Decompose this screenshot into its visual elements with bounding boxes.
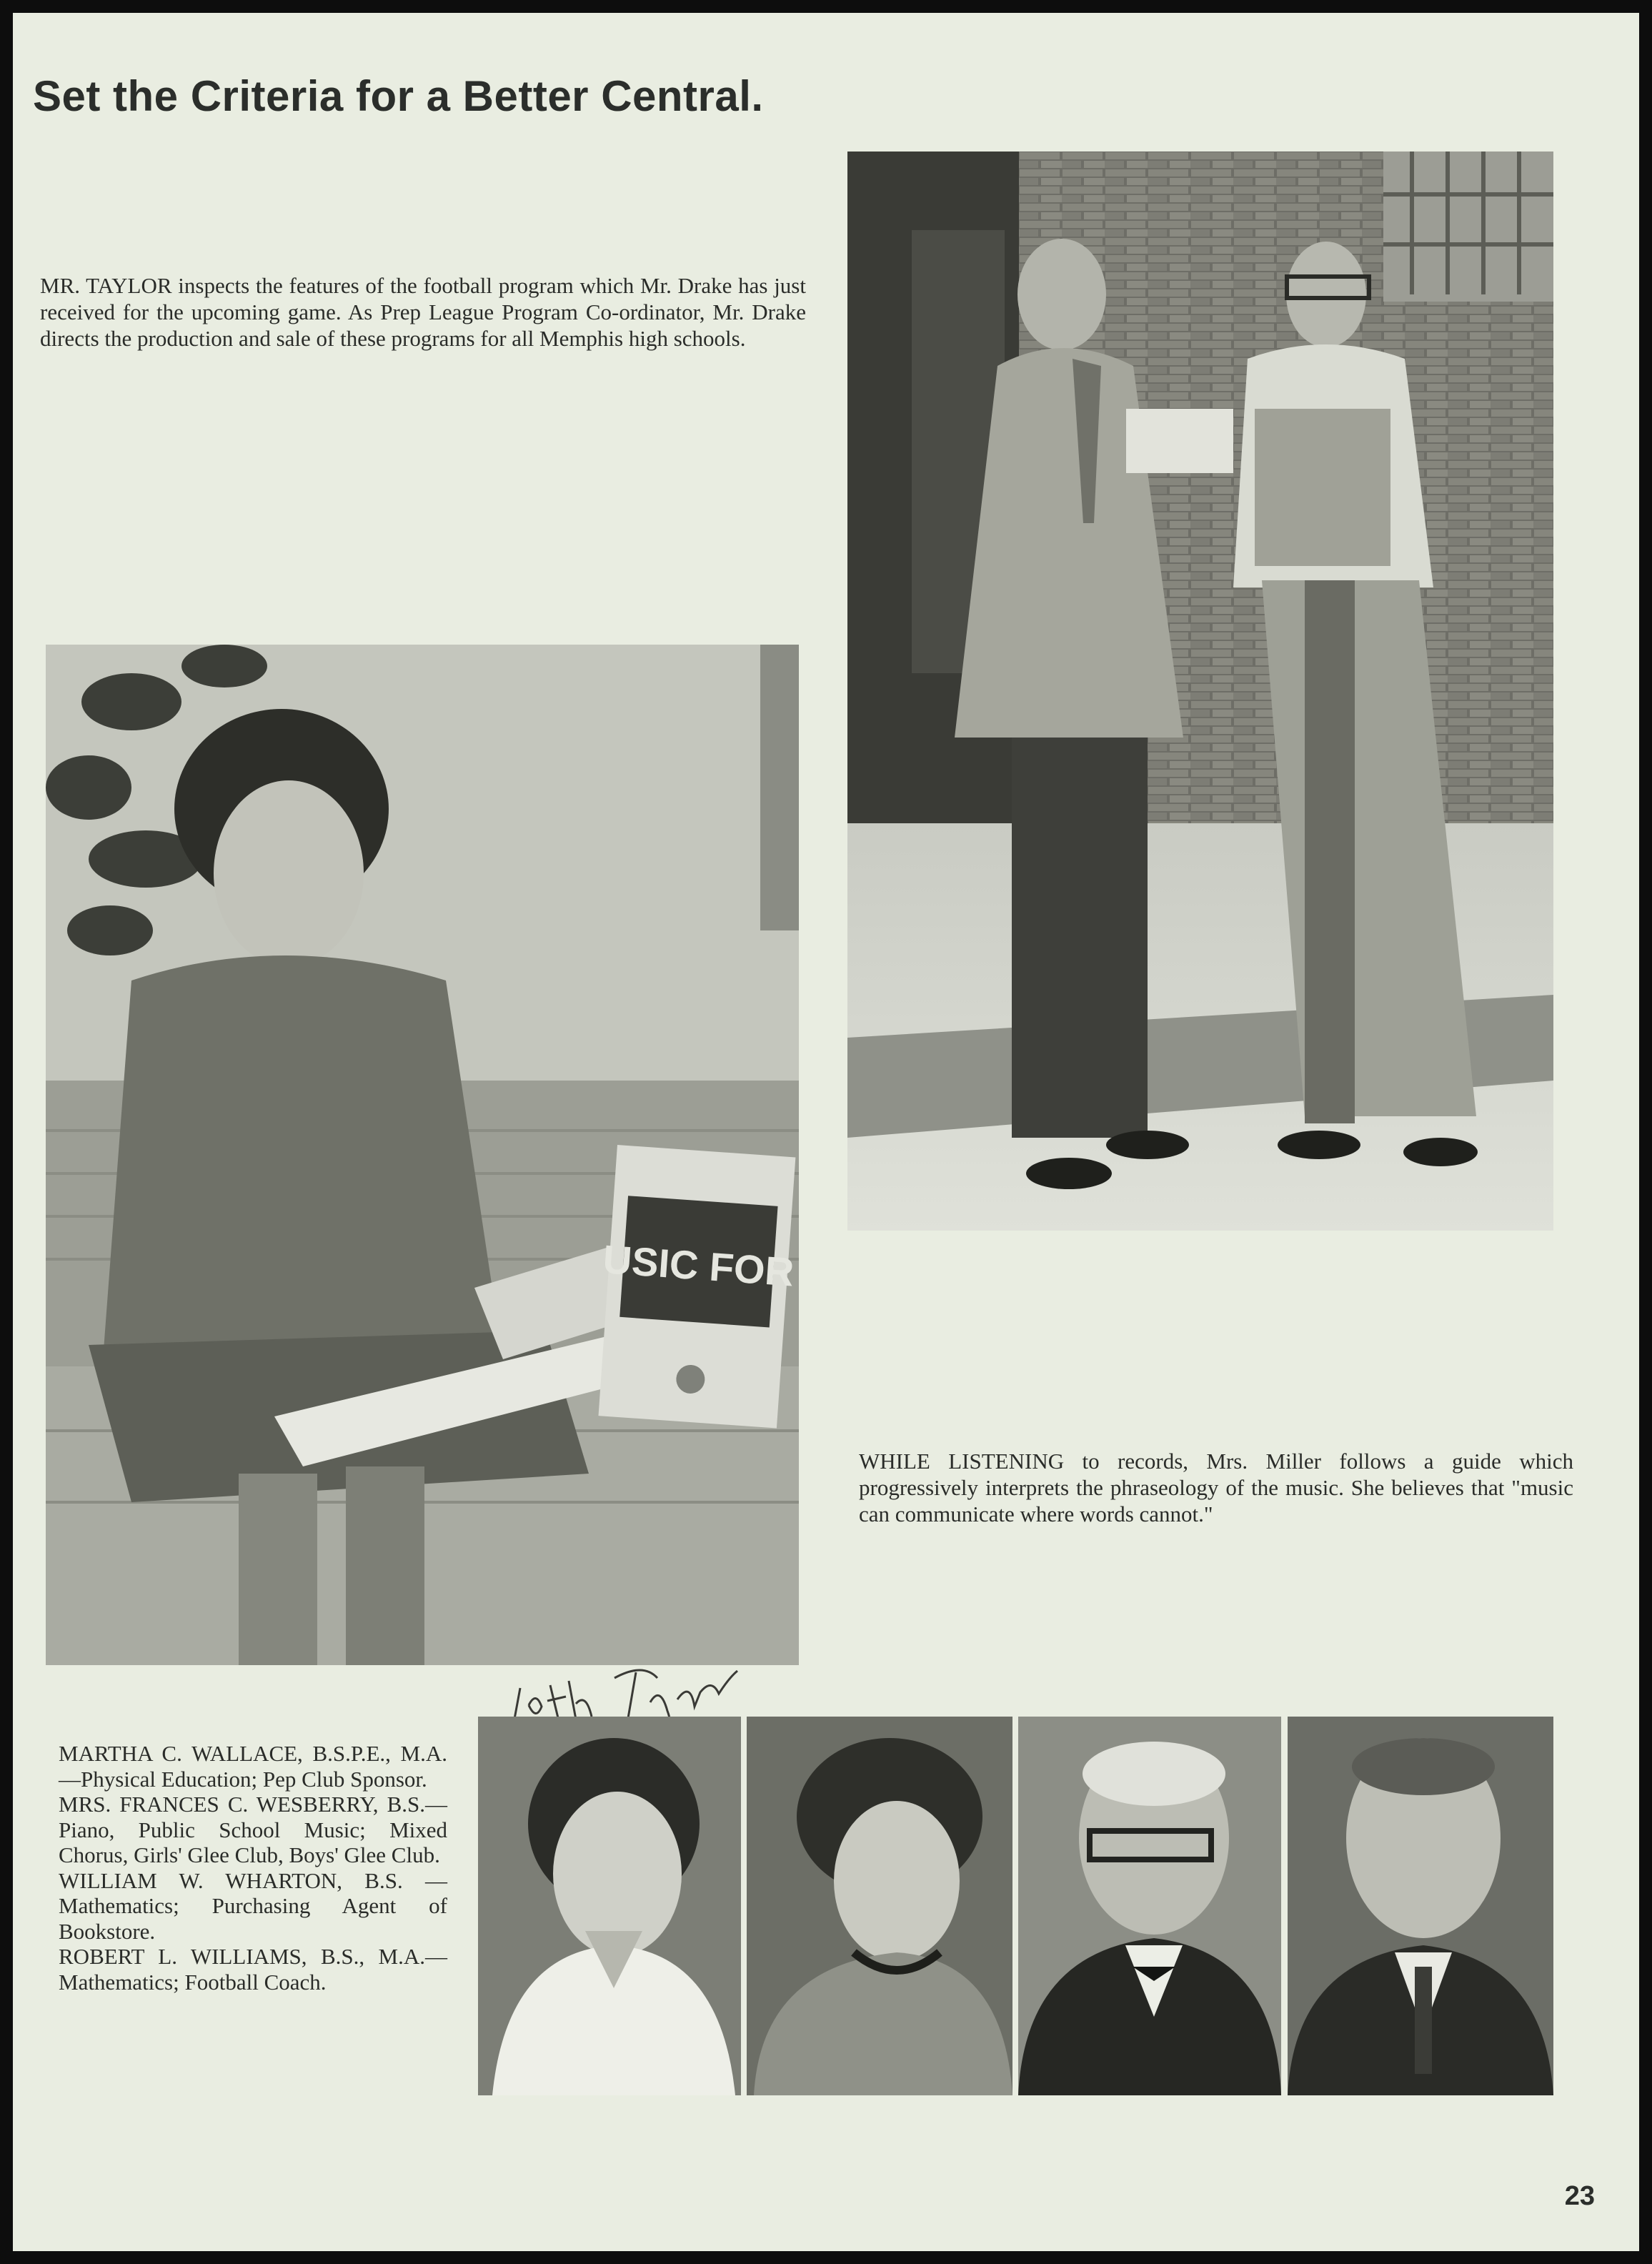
album-title: USIC FOR [601, 1236, 796, 1295]
page-number: 23 [1564, 2181, 1595, 2211]
caption-mrs-miller [859, 1448, 1573, 1527]
photo-taylor-drake [847, 152, 1553, 1231]
portrait-wharton [1018, 1717, 1281, 2095]
faculty-list [59, 1741, 447, 1995]
portrait-williams [1288, 1717, 1553, 2095]
faculty-entry-wesberry: MRS. FRANCES C. WESBERRY, B.S.—Piano, Public School Music; Mixed Chorus, Girls' Glee Club, Boys' Glee Club. [59, 1792, 447, 1867]
yearbook-page [13, 13, 1639, 2251]
page-title: Set the Criteria for a Better Central. [33, 72, 764, 120]
caption-body: inspects the features of the football program which Mr. Drake has just received for the upcoming game. As Prep League Program Co-ordinator, Mr. Drake directs the production and sale of these programs for all Memphis high schools. [40, 273, 806, 351]
portrait-wallace [478, 1717, 741, 2095]
caption-body: to records, Mrs. Miller follows a guide which progressively interprets the phraseology of the music. She believes that "music can communicate where words cannot." [859, 1449, 1574, 1526]
caption-lead: MR. TAYLOR [40, 273, 172, 298]
faculty-entry-wallace: MARTHA C. WALLACE, B.S.P.E., M.A.—Physical Education; Pep Club Sponsor. [59, 1741, 447, 1792]
portrait-wesberry [747, 1717, 1012, 2095]
caption-lead: WHILE LISTENING [859, 1449, 1065, 1474]
faculty-entry-wharton: WILLIAM W. WHARTON, B.S. —Mathematics; Purchasing Agent of Bookstore. [59, 1867, 447, 1944]
faculty-entry-williams: ROBERT L. WILLIAMS, B.S., M.A.—Mathematics; Football Coach. [59, 1944, 447, 1995]
caption-taylor-drake [40, 272, 806, 352]
photo-mrs-miller [46, 645, 799, 1665]
